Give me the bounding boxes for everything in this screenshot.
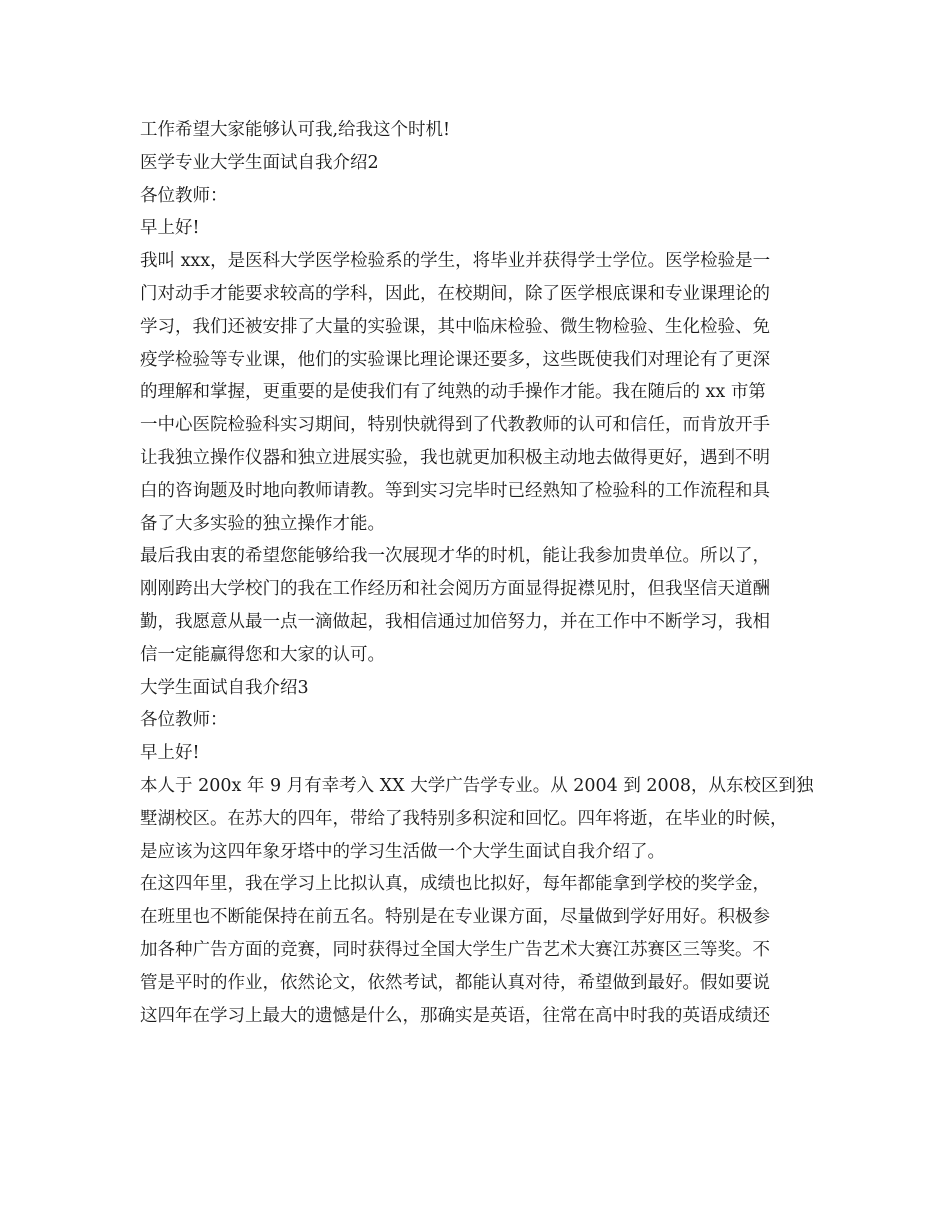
- greeting: 早上好!: [140, 743, 200, 764]
- text-line: 让我独立操作仪器和独立进展实验，我也就更加积极主动地去做得更好，遇到不明: [140, 447, 770, 468]
- text-line: 勤，我愿意从最一点一滴做起，我相信通过加倍努力，并在工作中不断学习，我相: [140, 611, 770, 632]
- text-line: 疫学检验等专业课，他们的实验课比理论课还要多，这些既使我们对理论有了更深: [140, 349, 770, 370]
- text-line: 本人于 200x 年 9 月有幸考入 XX 大学广告学专业。从 2004 到 2008，从东校区到独: [140, 775, 814, 796]
- text-line: 是应该为这四年象牙塔中的学习生活做一个大学生面试自我介绍了。: [140, 841, 665, 862]
- document-body: [140, 114, 824, 1032]
- text-line: 备了大多实验的独立操作才能。: [140, 513, 385, 534]
- text-line: 在班里也不断能保持在前五名。特别是在专业课方面，尽量做到学好用好。积极参: [140, 907, 770, 928]
- text-line: 门对动手才能要求较高的学科，因此，在校期间，除了医学根底课和专业课理论的: [140, 283, 770, 304]
- text-line: 信一定能赢得您和大家的认可。: [140, 644, 385, 665]
- text-line: 加各种广告方面的竞赛，同时获得过全国大学生广告艺术大赛江苏赛区三等奖。不: [140, 939, 770, 960]
- greeting: 早上好!: [140, 218, 200, 239]
- text-line: 刚刚跨出大学校门的我在工作经历和社会阅历方面显得捉襟见肘，但我坚信天道酬: [140, 579, 770, 600]
- text-line: 工作希望大家能够认可我,给我这个时机!: [140, 120, 451, 140]
- text-line: 最后我由衷的希望您能够给我一次展现才华的时机，能让我参加贵单位。所以了，: [140, 546, 770, 567]
- text-line: 学习，我们还被安排了大量的实验课，其中临床检验、微生物检验、生化检验、免: [140, 316, 770, 337]
- salutation: 各位教师：: [140, 185, 228, 206]
- text-line: 这四年在学习上最大的遗憾是什么，那确实是英语，往常在高中时我的英语成绩还: [140, 1005, 770, 1026]
- text-line: 的理解和掌握，更重要的是使我们有了纯熟的动手操作才能。我在随后的 xx 市第: [140, 382, 766, 403]
- section-heading: 医学专业大学生面试自我介绍2: [140, 152, 379, 173]
- section-heading: 大学生面试自我介绍3: [140, 677, 309, 698]
- text-line: 墅湖校区。在苏大的四年，带给了我特别多积淀和回忆。四年将逝，在毕业的时候，: [140, 808, 788, 829]
- salutation: 各位教师：: [140, 710, 228, 731]
- text-line: 在这四年里，我在学习上比拟认真，成绩也比拟好，每年都能拿到学校的奖学金，: [140, 874, 770, 895]
- text-line: 一中心医院检验科实习期间，特别快就得到了代教教师的认可和信任，而肯放开手: [140, 415, 770, 436]
- text-line: 我叫 xxx，是医科大学医学检验系的学生，将毕业并获得学士学位。医学检验是一: [140, 251, 771, 272]
- text-line: 白的咨询题及时地向教师请教。等到实习完毕时已经熟知了检验科的工作流程和具: [140, 480, 770, 501]
- text-line: 管是平时的作业，依然论文，依然考试，都能认真对待，希望做到最好。假如要说: [140, 972, 770, 993]
